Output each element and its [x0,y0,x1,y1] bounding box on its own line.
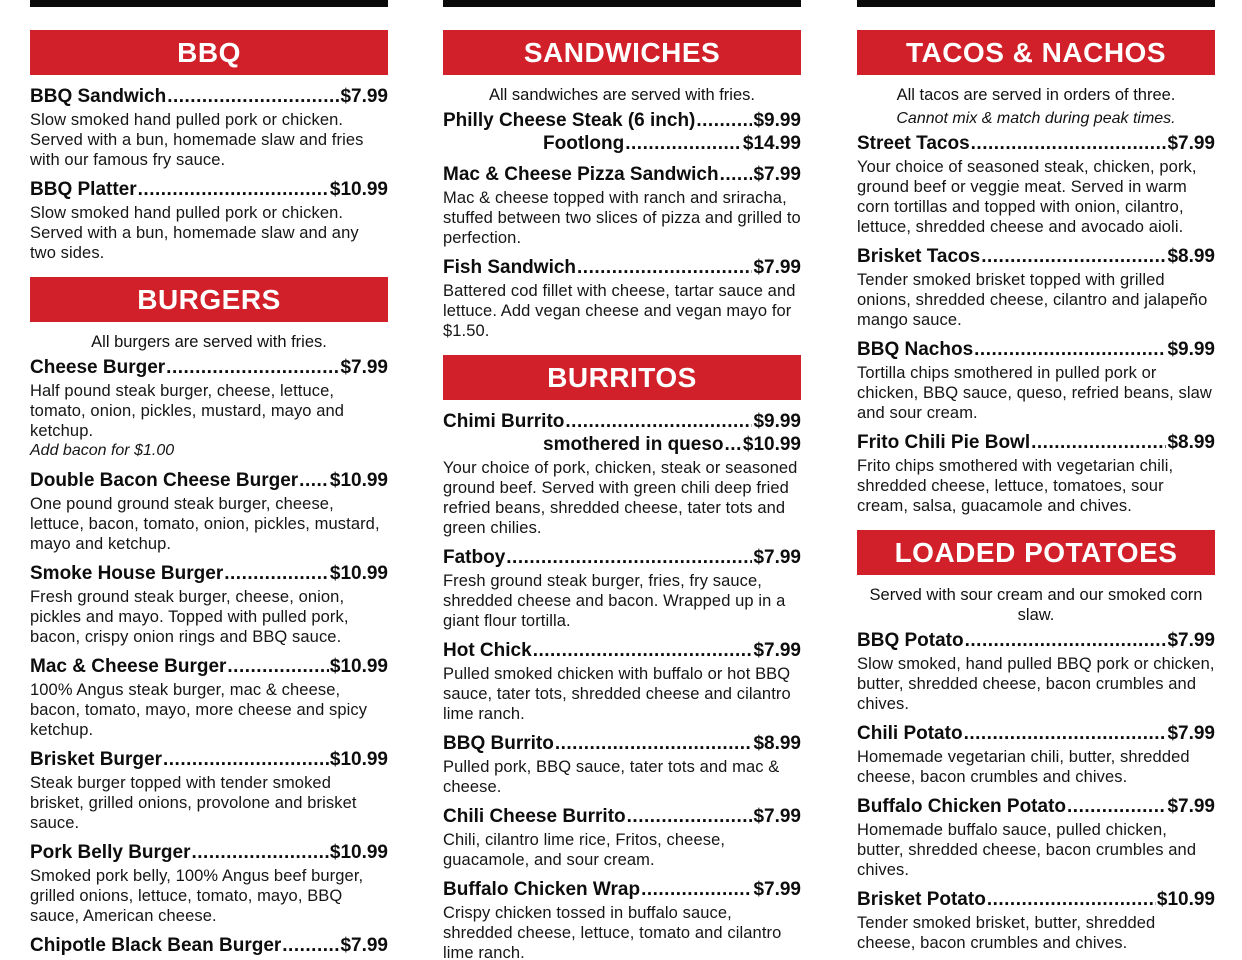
menu-item [30,562,388,647]
section-note-italic: Cannot mix & match during peak times. [896,110,1176,127]
menu-item [857,431,1215,516]
item-price: $7.99 [753,547,801,568]
item-price: $10.99 [329,563,388,584]
item-name: Street Tacos [857,133,970,154]
item-row [857,888,1215,911]
item-name: Buffalo Chicken Potato [857,796,1067,817]
item-row [857,245,1215,268]
item-name: BBQ Burrito [443,733,554,754]
item-row [443,109,801,132]
item-description: Fresh ground steak burger, cheese, onion, pickles and mayo. Topped with pulled pork, bacon, crispy onion rings and BBQ sauce. [30,588,349,646]
dotted-leader [138,178,329,201]
dotted-leader [577,256,752,279]
section-header [30,30,388,75]
item-price: $7.99 [753,164,801,185]
menu-item [443,109,801,155]
section-note: All sandwiches are served with fries. [489,86,755,104]
item-description: Slow smoked hand pulled pork or chicken. Served with a bun, homemade slaw and any two sides. [30,204,359,262]
item-name: Buffalo Chicken Wrap [443,879,641,900]
item-name: Chili Cheese Burrito [443,806,626,827]
dotted-leader [167,85,339,108]
dotted-leader [696,109,752,132]
menu-item [30,469,388,554]
item-sub-row [443,132,801,155]
item-name: BBQ Nachos [857,339,974,360]
item-row [443,639,801,662]
dotted-leader [192,841,329,864]
menu-section [30,277,388,960]
item-description: Half pound steak burger, cheese, lettuce, tomato, onion, pickles, mustard, mayo and ketchup. [30,382,345,440]
dotted-leader [555,732,753,755]
item-sub-name: Footlong [543,133,625,154]
item-description: Crispy chicken tossed in buffalo sauce, shredded cheese, lettuce, tomato and cilantro lime ranch. [443,904,782,960]
item-price: $7.99 [340,935,388,956]
menu-item [443,805,801,870]
item-description: One pound ground steak burger, cheese, lettuce, bacon, tomato, onion, pickles, mustard, mayo and ketchup. [30,495,380,553]
dotted-leader [625,132,742,155]
item-description: Tortilla chips smothered in pulled pork or chicken, BBQ sauce, queso, refried beans, slaw and sour cream. [857,364,1212,422]
menu-column-left [30,0,388,960]
item-row [30,748,388,771]
item-price: $9.99 [753,110,801,131]
menu-item [30,178,388,263]
section-header [857,530,1215,575]
item-row [443,732,801,755]
item-price: $9.99 [753,411,801,432]
item-description: Pulled pork, BBQ sauce, tater tots and mac & cheese. [443,758,780,796]
item-sub-name: smothered in queso [543,434,724,455]
item-row [443,805,801,828]
top-crop-bar [30,0,388,7]
item-name: Brisket Potato [857,889,986,910]
item-row [857,338,1215,361]
section-note: Served with sour cream and our smoked corn slaw. [869,586,1203,624]
menu-section [857,530,1215,960]
item-description: Slow smoked hand pulled pork or chicken. Served with a bun, homemade slaw and fries with our famous fry sauce. [30,111,364,169]
item-row [30,562,388,585]
item-name: Chimi Burrito [443,411,565,432]
item-price: $9.99 [1167,339,1215,360]
dotted-leader [506,546,752,569]
dotted-leader [981,245,1166,268]
menu-item [857,338,1215,423]
menu-item [443,639,801,724]
dotted-leader [1031,431,1166,454]
menu-item [857,888,1215,953]
item-description: Chili, cilantro lime rice, Fritos, cheese, guacamole, and sour cream. [443,831,726,869]
section-header [30,277,388,322]
item-name: BBQ Platter [30,179,137,200]
top-crop-bar [443,0,801,7]
item-name: Smoke House Burger [30,563,224,584]
item-price: $7.99 [1167,630,1215,651]
section-title: TACOS & NACHOS [905,36,1167,68]
item-price: $7.99 [340,357,388,378]
section-header [443,30,801,75]
item-name: Frito Chili Pie Bowl [857,432,1031,453]
section-title: BBQ [177,36,241,68]
item-name: Hot Chick [443,640,532,661]
item-row [30,356,388,379]
section-title: LOADED POTATOES [894,536,1178,568]
item-name: Fatboy [443,547,506,568]
menu-item [857,245,1215,330]
dotted-leader [227,655,328,678]
item-row [443,878,801,901]
dotted-leader [971,132,1167,155]
menu-item [30,934,388,960]
item-description: Battered cod fillet with cheese, tartar sauce and lettuce. Add vegan cheese and vegan mayo for $1.50. [443,282,796,340]
item-name: Mac & Cheese Pizza Sandwich [443,164,719,185]
dotted-leader [224,562,329,585]
menu-item [443,256,801,341]
item-description: Steak burger topped with tender smoked brisket, grilled onions, provolone and brisket sauce. [30,774,357,832]
item-description: Frito chips smothered with vegetarian chili, shredded cheese, lettuce, tomatoes, sour cream, salsa, guacamole and chives. [857,457,1174,515]
section-header [443,355,801,400]
menu-item [443,546,801,631]
item-italic-note: Add bacon for $1.00 [30,442,175,459]
menu-column-center [443,0,801,960]
item-name: Double Bacon Cheese Burger [30,470,299,491]
section-title: BURGERS [137,283,281,315]
item-name: Mac & Cheese Burger [30,656,227,677]
item-price: $8.99 [753,733,801,754]
item-name: Fish Sandwich [443,257,577,278]
menu-item [857,629,1215,714]
item-row [30,178,388,201]
menu-item [30,748,388,833]
item-name: Chili Potato [857,723,963,744]
item-row [857,722,1215,745]
item-price: $10.99 [1156,889,1215,910]
item-row [857,795,1215,818]
dotted-leader [282,934,339,957]
item-name: Cheese Burger [30,357,166,378]
dotted-leader [974,338,1166,361]
item-row [30,469,388,492]
dotted-leader [533,639,753,662]
item-name: Brisket Burger [30,749,162,770]
item-description: Smoked pork belly, 100% Angus beef burger, grilled onions, lettuce, tomato, mayo, BBQ sauce, American cheese. [30,867,364,925]
item-description: Pulled smoked chicken with buffalo or hot BBQ sauce, tater tots, shredded cheese and cilantro lime ranch. [443,665,791,723]
item-price: $8.99 [1167,246,1215,267]
item-description: Your choice of pork, chicken, steak or seasoned ground beef. Served with green chili deep fried refried beans, shredded cheese, tater tots and green chilies. [443,459,798,537]
item-price: $10.99 [329,842,388,863]
dotted-leader [641,878,752,901]
item-sub-row [443,433,801,456]
item-description: Tender smoked brisket, butter, shredded cheese, bacon crumbles and chives. [857,914,1156,952]
section-header [857,30,1215,75]
item-description: Mac & cheese topped with ranch and sriracha, stuffed between two slices of pizza and grilled to perfection. [443,189,801,247]
item-price: $7.99 [753,879,801,900]
item-row [30,85,388,108]
item-name: BBQ Potato [857,630,964,651]
item-price: $7.99 [1167,723,1215,744]
item-price: $7.99 [753,640,801,661]
menu-item [857,132,1215,237]
item-name: Pork Belly Burger [30,842,191,863]
item-row [443,546,801,569]
dotted-leader [725,433,742,456]
item-description: Tender smoked brisket topped with grilled onions, shredded cheese, cilantro and jalapeño mango sauce. [857,271,1208,329]
item-description: Slow smoked, hand pulled BBQ pork or chicken, butter, shredded cheese, bacon crumbles and chives. [857,655,1215,713]
dotted-leader [987,888,1156,911]
item-price: $7.99 [340,86,388,107]
menu-item [857,722,1215,787]
section-title: SANDWICHES [523,36,721,68]
section-note: All burgers are served with fries. [91,333,327,351]
menu-item [30,356,388,461]
menu-item [857,795,1215,880]
item-description: Homemade vegetarian chili, butter, shredded cheese, bacon crumbles and chives. [857,748,1190,786]
item-row [857,629,1215,652]
dotted-leader [964,722,1167,745]
menu-item [30,85,388,170]
menu-column-right [857,0,1215,960]
section-note: All tacos are served in orders of three. [896,86,1176,104]
item-row [857,431,1215,454]
menu-section [443,30,801,341]
menu-item [443,878,801,960]
item-price: $7.99 [753,806,801,827]
top-crop-bar [857,0,1215,7]
item-price: $8.99 [1167,432,1215,453]
menu-section [30,30,388,263]
item-name: Brisket Tacos [857,246,981,267]
menu-section [443,355,801,960]
dotted-leader [1067,795,1166,818]
menu-item [443,410,801,538]
item-price: $10.99 [329,656,388,677]
dotted-leader [720,163,753,186]
menu-item [30,655,388,740]
item-name: BBQ Sandwich [30,86,167,107]
item-price: $7.99 [753,257,801,278]
item-description: Your choice of seasoned steak, chicken, pork, ground beef or veggie meat. Served in warm corn tortillas and topped with onion, cilantro, lettuce, shredded cheese and avocado aioli. [857,158,1197,236]
menu-section [857,30,1215,516]
item-price: $7.99 [1167,796,1215,817]
section-title: BURRITOS [547,361,697,393]
item-row [443,410,801,433]
item-price: $7.99 [1167,133,1215,154]
item-row [30,934,388,957]
dotted-leader [565,410,752,433]
item-row [443,256,801,279]
item-description: 100% Angus steak burger, mac & cheese, bacon, tomato, mayo, more cheese and spicy ketchup. [30,681,368,739]
item-row [857,132,1215,155]
dotted-leader [299,469,329,492]
dotted-leader [627,805,753,828]
dotted-leader [166,356,339,379]
dotted-leader [965,629,1167,652]
item-price: $10.99 [329,470,388,491]
item-description: Fresh ground steak burger, fries, fry sauce, shredded cheese and bacon. Wrapped up in a giant flour tortilla. [443,572,786,630]
menu-item [30,841,388,926]
item-row [443,163,801,186]
item-price: $10.99 [329,179,388,200]
item-row [30,655,388,678]
item-price: $10.99 [329,749,388,770]
item-row [30,841,388,864]
item-name: Chipotle Black Bean Burger [30,935,282,956]
dotted-leader [163,748,329,771]
item-sub-price: $10.99 [742,434,801,455]
item-name: Philly Cheese Steak (6 inch) [443,110,696,131]
item-sub-price: $14.99 [742,133,801,154]
menu-item [443,163,801,248]
menu-item [443,732,801,797]
item-description: Homemade buffalo sauce, pulled chicken, butter, shredded cheese, bacon crumbles and chives. [857,821,1197,879]
